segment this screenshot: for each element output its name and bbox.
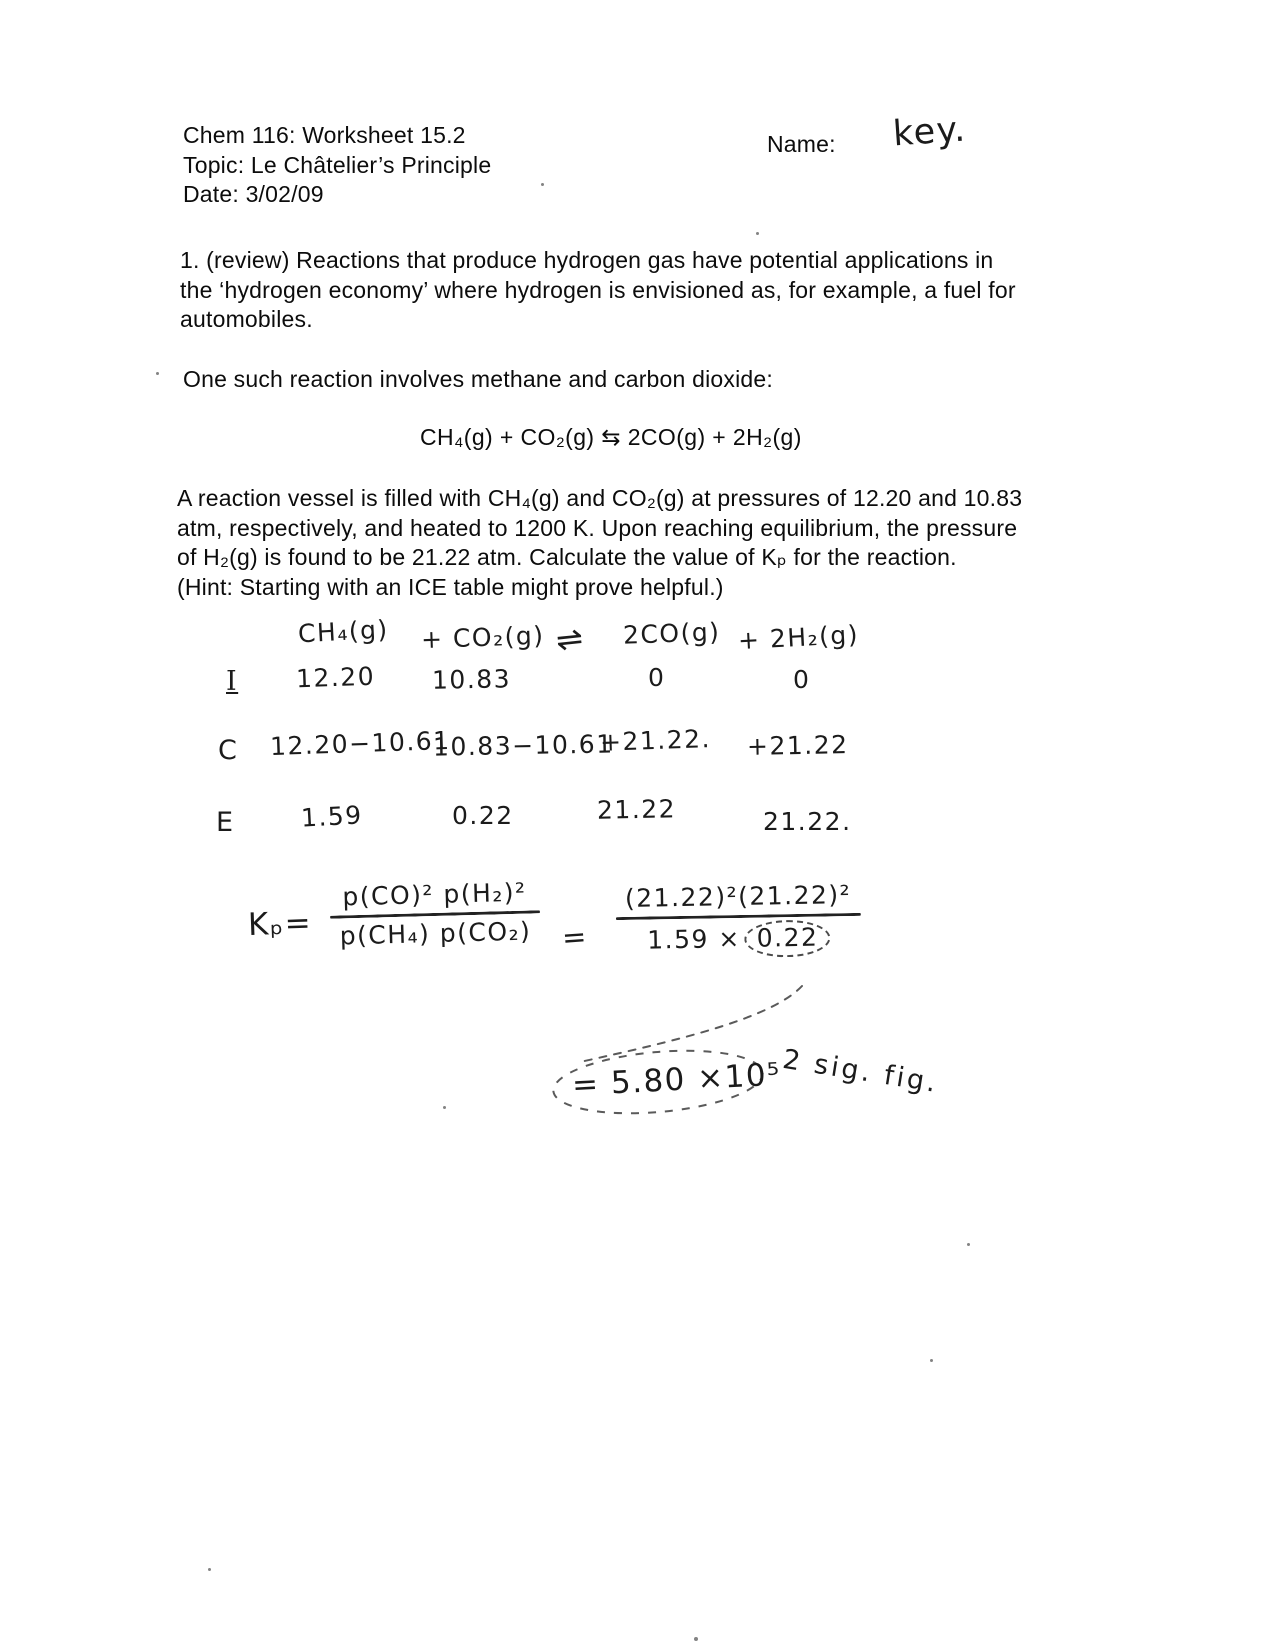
ice-cell: 21.22 xyxy=(596,794,677,825)
scan-speck xyxy=(541,183,544,186)
paragraph-line: automobiles. xyxy=(180,306,313,332)
ice-cell: 10.83−10.61 xyxy=(432,729,614,762)
paragraph-line: of H₂(g) is found to be 21.22 atm. Calculate the value of Kₚ for the reaction. xyxy=(177,544,957,570)
kp-result: = 5.80 ×10⁵ xyxy=(571,1056,782,1104)
ice-header-co2: + CO₂(g) xyxy=(420,620,545,655)
name-label: Name: xyxy=(767,131,836,157)
ice-cell: 0 xyxy=(793,665,811,694)
ice-cell: 1.59 xyxy=(300,800,364,833)
ice-header-ch4: CH₄(g) xyxy=(297,614,390,649)
handwritten-name: key. xyxy=(891,109,968,155)
scan-speck xyxy=(967,1243,970,1246)
scan-speck xyxy=(156,372,159,375)
denominator-prefix: 1.59 × xyxy=(646,923,742,955)
lead-in-sentence: One such reaction involves methane and carbon dioxide: xyxy=(183,366,773,392)
ice-cell: +21.22. xyxy=(599,724,712,757)
ice-header-2h2: + 2H₂(g) xyxy=(737,619,860,656)
ice-row-label-c: C xyxy=(218,735,239,766)
course-title: Chem 116: Worksheet 15.2 xyxy=(183,122,466,148)
worksheet-header xyxy=(183,121,491,210)
scan-speck xyxy=(443,1106,446,1109)
ice-cell: 12.20−10.61 xyxy=(269,725,452,762)
scan-speck xyxy=(756,232,759,235)
paragraph-line: 1. (review) Reactions that produce hydrogen gas have potential applications in xyxy=(180,247,994,273)
kp-numeric-fraction xyxy=(615,880,861,960)
ice-header-2co: 2CO(g) xyxy=(622,617,721,650)
ice-cell: 12.20 xyxy=(295,661,376,694)
ice-cell: +21.22 xyxy=(746,730,849,761)
kp-symbolic-numerator: p(CO)² p(H₂)² xyxy=(342,877,527,912)
scan-speck xyxy=(930,1359,933,1362)
paragraph-line: the ‘hydrogen economy’ where hydrogen is envisioned as, for example, a fuel for xyxy=(180,276,1016,303)
problem-intro xyxy=(180,246,1016,335)
kp-numeric-denominator xyxy=(647,919,831,959)
topic-line: Topic: Le Châtelier’s Principle xyxy=(183,151,492,178)
paragraph-line: A reaction vessel is filled with CH₄(g) and CO₂(g) at pressures of 12.20 and 10.83 xyxy=(177,485,1023,511)
date-line: Date: 3/02/09 xyxy=(183,181,324,207)
pencil-annotation-overlay xyxy=(540,962,900,1132)
kp-symbolic-fraction xyxy=(329,877,541,950)
ice-cell: 0 xyxy=(648,663,666,692)
equals-sign: = xyxy=(560,919,589,955)
ice-row-label-i: I xyxy=(226,666,239,697)
problem-body xyxy=(177,484,1022,602)
ice-cell: 10.83 xyxy=(431,664,512,695)
equilibrium-arrow: ⇌ xyxy=(554,618,587,660)
ice-row-label-e: E xyxy=(216,807,235,838)
ice-cell: 21.22. xyxy=(763,807,852,836)
paragraph-line: atm, respectively, and heated to 1200 K. Upon reaching equilibrium, the pressure xyxy=(177,514,1018,541)
sig-fig-note: 2 sig. fig. xyxy=(780,1043,941,1100)
scan-speck xyxy=(694,1637,698,1641)
kp-numeric-numerator: (21.22)²(21.22)² xyxy=(624,880,852,913)
printed-chemical-equation: CH₄(g) + CO₂(g) ⇆ 2CO(g) + 2H₂(g) xyxy=(420,424,802,450)
circled-value: 0.22 xyxy=(744,919,830,957)
kp-symbolic-denominator: p(CH₄) p(CO₂) xyxy=(339,916,532,951)
scan-speck xyxy=(208,1568,211,1571)
kp-lhs: Kₚ= xyxy=(247,904,313,944)
ice-cell: 0.22 xyxy=(452,801,514,830)
paragraph-line: (Hint: Starting with an ICE table might prove helpful.) xyxy=(177,573,724,600)
